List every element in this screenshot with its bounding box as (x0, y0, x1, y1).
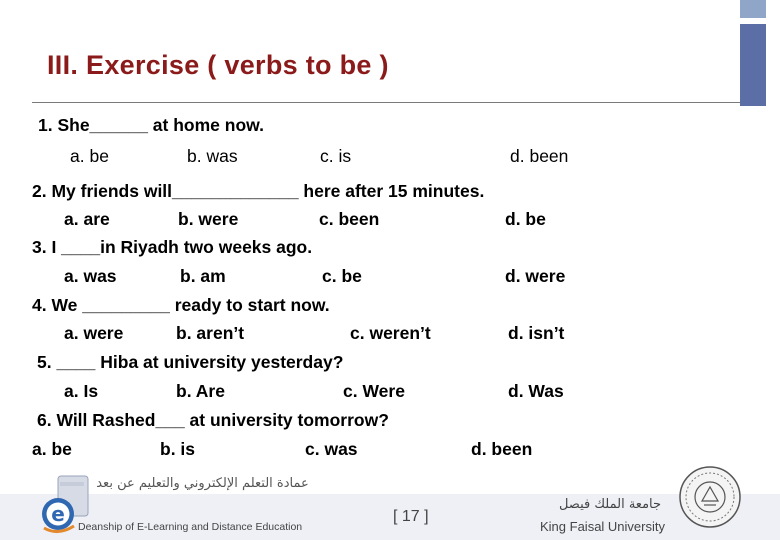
q6-option-c[interactable]: c. was (305, 439, 358, 459)
q5-option-d[interactable]: d. Was (508, 381, 564, 401)
accent-bar-light (740, 0, 766, 18)
q6-option-b[interactable]: b. is (160, 439, 196, 459)
deanship-english: Deanship of E-Learning and Distance Education (78, 521, 303, 533)
q2-option-b[interactable]: b. were (178, 209, 239, 229)
q1-option-d[interactable]: d. been (510, 146, 569, 166)
slide-title: III. Exercise ( verbs to be ) (47, 50, 389, 80)
q3-option-d[interactable]: d. were (505, 266, 566, 286)
q1-option-a[interactable]: a. be (70, 146, 109, 166)
q6-option-d[interactable]: d. been (471, 439, 533, 459)
q5-option-c[interactable]: c. Were (343, 381, 405, 401)
question-4: 4. We _________ ready to start now. (32, 295, 330, 315)
q1-option-c[interactable]: c. is (320, 146, 352, 166)
q2-option-d[interactable]: d. be (505, 209, 546, 229)
corner-accent-bars (740, 0, 780, 106)
q3-option-b[interactable]: b. am (180, 266, 226, 286)
q4-option-c[interactable]: c. weren’t (350, 323, 431, 343)
question-1: 1. She______ at home now. (38, 115, 264, 135)
q3-option-a[interactable]: a. was (64, 266, 117, 286)
university-seal-icon (678, 465, 742, 529)
q4-option-d[interactable]: d. isn’t (508, 323, 565, 343)
q2-option-a[interactable]: a. are (64, 209, 110, 229)
question-2: 2. My friends will_____________ here after 15 minutes. (32, 181, 485, 201)
q4-option-b[interactable]: b. aren’t (176, 323, 245, 343)
question-6: 6. Will Rashed___ at university tomorrow? (37, 410, 389, 430)
question-5: 5. ____ Hiba at university yesterday? (37, 352, 344, 372)
university-arabic: جامعة الملك فيصل (558, 497, 662, 512)
q4-option-a[interactable]: a. were (64, 323, 124, 343)
deanship-arabic: عمادة التعلم الإلكتروني والتعليم عن بعد (96, 476, 309, 491)
q5-option-b[interactable]: b. Are (176, 381, 225, 401)
university-english: King Faisal University (540, 519, 665, 534)
q2-option-c[interactable]: c. been (319, 209, 380, 229)
logo-letter: e (51, 502, 65, 526)
page-number: [ 17 ] (393, 508, 429, 525)
q3-option-c[interactable]: c. be (322, 266, 362, 286)
q1-option-b[interactable]: b. was (187, 146, 238, 166)
question-3: 3. I ____in Riyadh two weeks ago. (32, 237, 313, 257)
accent-bar-dark (740, 24, 766, 106)
q6-option-a[interactable]: a. be (32, 439, 72, 459)
q5-option-a[interactable]: a. Is (64, 381, 99, 401)
title-divider (32, 102, 740, 103)
